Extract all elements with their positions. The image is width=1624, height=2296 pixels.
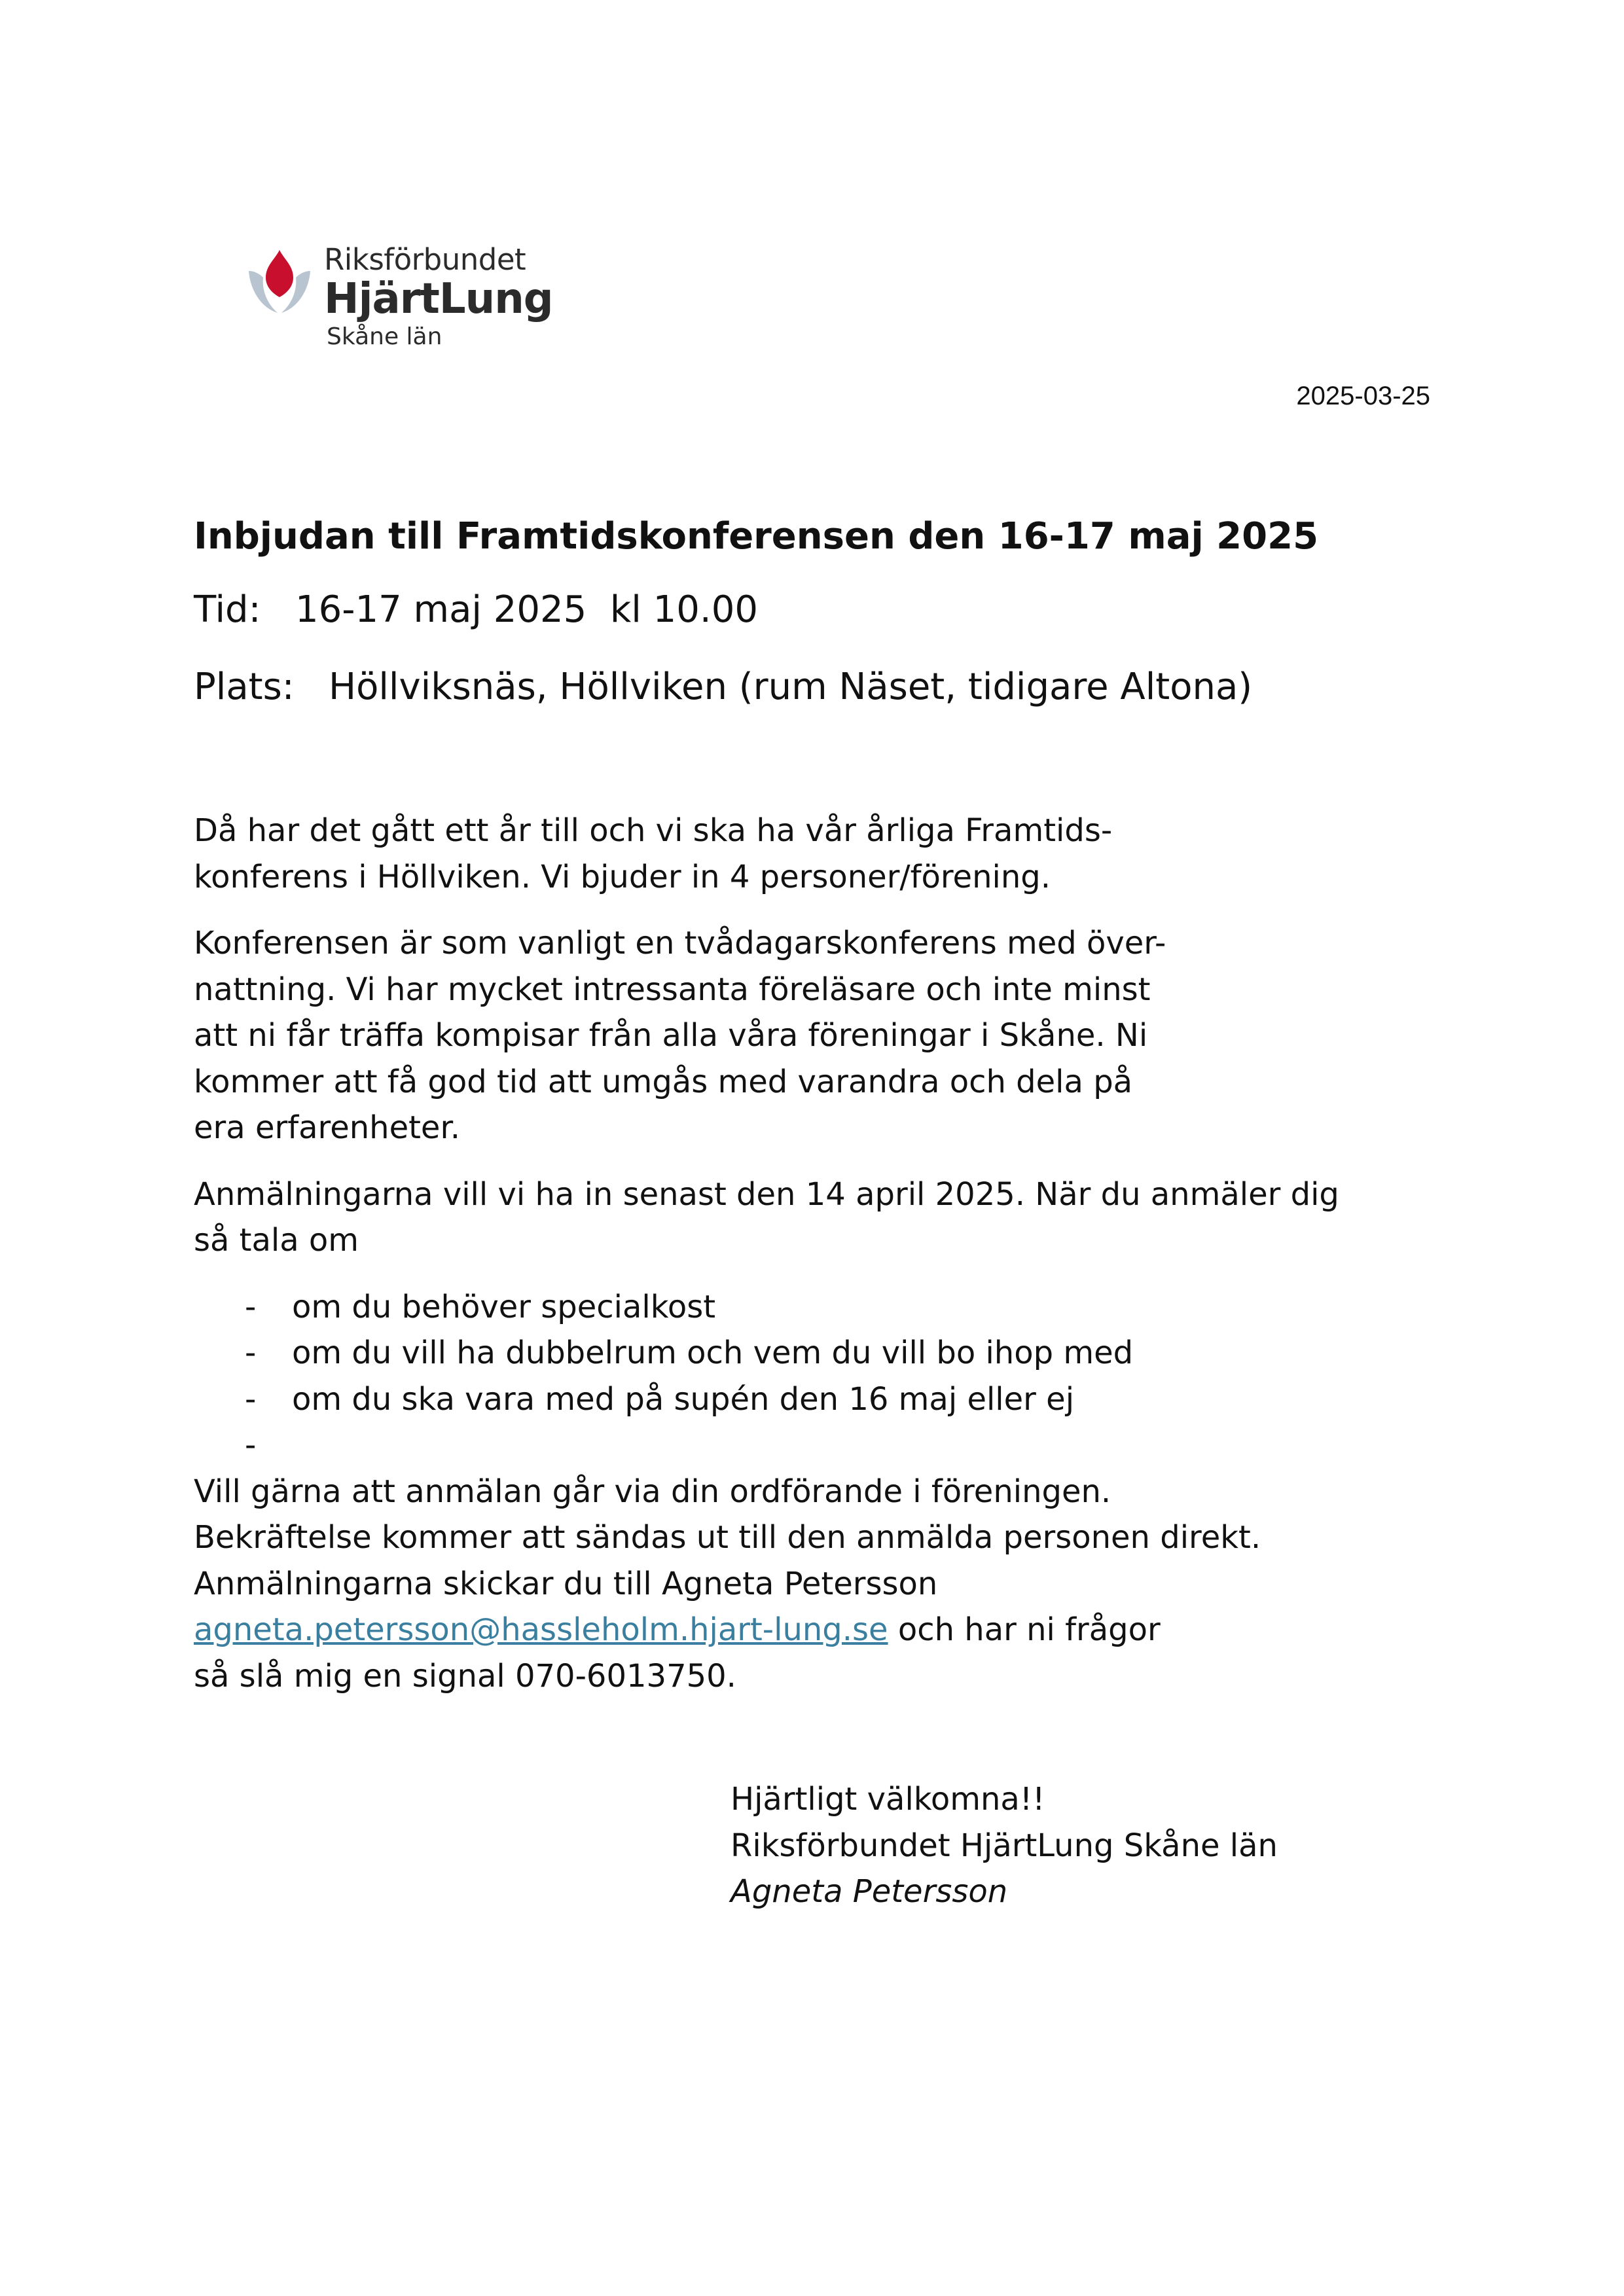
letter-body — [194, 808, 1470, 1699]
paragraph-line: kommer att få god tid att umgås med varandra och dela på — [194, 1063, 1133, 1100]
list-dash: - — [245, 1288, 257, 1325]
paragraph-contact — [194, 1469, 1470, 1700]
list-dash: - — [245, 1427, 257, 1463]
time-row — [194, 588, 1470, 632]
paragraph-line: nattning. Vi har mycket intressanta föreläsare och inte minst — [194, 971, 1151, 1008]
logo-line-skane-lan: Skåne län — [327, 323, 442, 350]
place-row — [194, 665, 1470, 709]
paragraph-line: och har ni frågor — [888, 1611, 1161, 1648]
paragraph-line: Konferensen är som vanligt en tvådagarskonferens med över- — [194, 925, 1166, 961]
paragraph-line: era erfarenheter. — [194, 1109, 461, 1146]
paragraph-line: Anmälningarna skickar du till Agneta Petersson — [194, 1565, 938, 1602]
place-value: Höllviksnäs, Höllviken (rum Näset, tidigare Altona) — [329, 666, 1253, 708]
paragraph-line: Bekräftelse kommer att sändas ut till den anmälda personen direkt. — [194, 1519, 1261, 1556]
list-item-text: om du ska vara med på supén den 16 maj eller ej — [292, 1380, 1075, 1418]
list-item — [194, 1422, 1470, 1469]
list-item-text: om du vill ha dubbelrum och vem du vill bo ihop med — [292, 1335, 1134, 1371]
paragraph-line: Vill gärna att anmälan går via din ordförande i föreningen. — [194, 1473, 1111, 1510]
closing-block — [731, 1776, 1470, 1915]
paragraph-invitation — [194, 808, 1470, 900]
letter-date: 2025-03-25 — [1296, 382, 1430, 410]
list-item — [194, 1284, 1470, 1331]
logo-line-riksforbundet: Riksförbundet — [324, 242, 526, 277]
time-label: Tid: — [194, 588, 261, 631]
paragraph-line: så tala om — [194, 1222, 359, 1259]
place-label: Plats: — [194, 666, 295, 708]
registration-checklist — [194, 1284, 1470, 1469]
paragraph-line: konferens i Höllviken. Vi bjuder in 4 personer/förening. — [194, 858, 1051, 895]
email-link[interactable]: agneta.petersson@hassleholm.hjart-lung.se — [194, 1611, 888, 1648]
list-item-text: om du behöver specialkost — [292, 1288, 716, 1325]
paragraph-line: Anmälningarna vill vi ha in senast den 14 april 2025. När du anmäler dig — [194, 1175, 1339, 1213]
list-item — [194, 1330, 1470, 1376]
organization-logo — [244, 242, 553, 360]
closing-greeting: Hjärtligt välkomna!! — [731, 1781, 1045, 1818]
paragraph-conference-info — [194, 920, 1470, 1151]
signature: Agneta Petersson — [731, 1873, 1008, 1910]
logo-line-hjartlung: HjärtLung — [324, 275, 553, 323]
closing-organization: Riksförbundet HjärtLung Skåne län — [731, 1827, 1278, 1864]
paragraph-line: så slå mig en signal 070-6013750. — [194, 1657, 736, 1695]
letter-content — [194, 511, 1470, 1915]
paragraph-line: Då har det gått ett år till och vi ska ha vår årliga Framtids- — [194, 812, 1113, 849]
list-dash: - — [245, 1335, 257, 1371]
paragraph-line: att ni får träffa kompisar från alla våra föreningar i Skåne. Ni — [194, 1017, 1148, 1054]
logo-wordmark — [324, 242, 553, 353]
list-dash: - — [245, 1380, 257, 1418]
paragraph-registration — [194, 1172, 1470, 1264]
page-title: Inbjudan till Framtidskonferensen den 16-17 maj 2025 — [194, 515, 1319, 558]
time-value: 16-17 maj 2025 kl 10.00 — [295, 588, 758, 631]
heart-lung-logo-icon — [244, 243, 316, 322]
list-item — [194, 1376, 1470, 1423]
